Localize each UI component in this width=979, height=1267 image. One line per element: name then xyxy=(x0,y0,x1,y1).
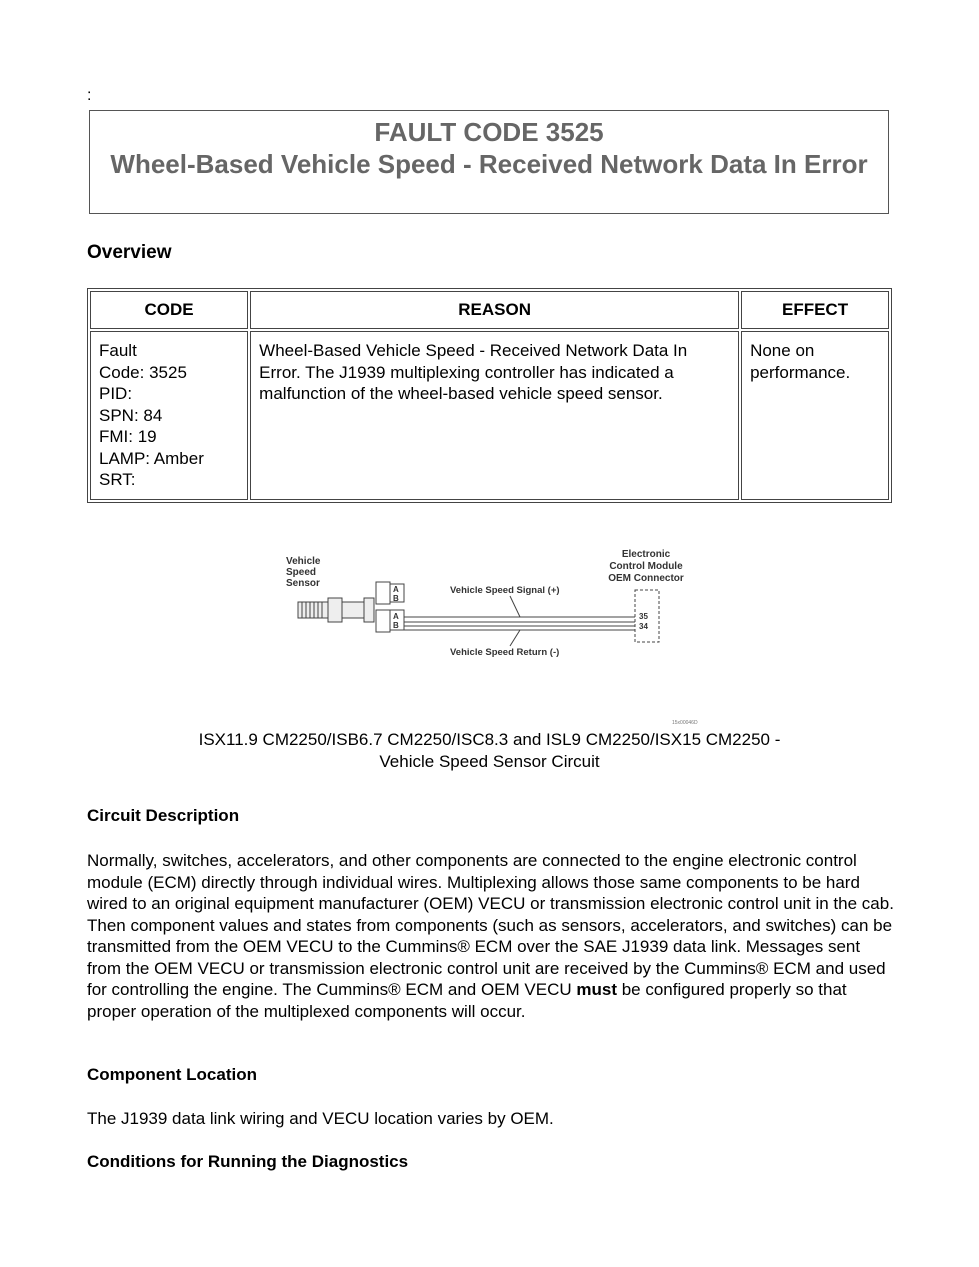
figure-id: 15x00046D xyxy=(672,720,698,725)
fault-code-subtitle: Wheel-Based Vehicle Speed - Received Network Data In Error xyxy=(110,149,868,179)
signal-wire-label: Vehicle Speed Signal (+) xyxy=(450,585,560,596)
paragraph-text: Normally, switches, accelerators, and other components are connected to the engine electronic control module (ECM) directly through individual wires. Multiplexing allows those same components to be hard wired to an original equipment manufacturer (OEM) VECU or transmission electronic control unit in the cab. Then component values and states from components (such as sensors, accelerators, and switches) can be transmitted from the OEM VECU to the Cummins® ECM over the SAE J1939 data link. Messages sent from the OEM VECU or transmission electronic control unit are received by the Cummins® ECM and used for controlling the engine. The Cummins® ECM and OEM VECU xyxy=(87,851,894,999)
component-location-heading: Component Location xyxy=(87,1065,257,1084)
sensor-connector-icon xyxy=(376,582,404,632)
pin-label: B xyxy=(393,621,399,630)
page-marker: : xyxy=(87,87,92,104)
reason-header: REASON xyxy=(250,291,739,329)
title-box xyxy=(89,110,889,214)
pin-label: A xyxy=(393,585,399,594)
code-line: LAMP: Amber xyxy=(99,448,204,468)
caption-line: ISX11.9 CM2250/ISB6.7 CM2250/ISC8.3 and ISL9 CM2250/ISX15 CM2250 - xyxy=(198,730,781,749)
code-header: CODE xyxy=(90,291,248,329)
overview-heading: Overview xyxy=(87,242,172,263)
code-line: SRT: xyxy=(99,470,136,489)
sensor-label: Speed xyxy=(286,567,317,578)
emphasis-text: must xyxy=(576,980,617,999)
figure-caption xyxy=(87,729,892,772)
ecm-label: OEM Connector xyxy=(608,573,684,584)
code-line: Fault xyxy=(99,341,137,360)
code-line: SPN: 84 xyxy=(99,405,163,425)
return-wire-label: Vehicle Speed Return (-) xyxy=(450,647,560,658)
circuit-description-text xyxy=(87,850,897,1022)
code-cell xyxy=(90,331,248,500)
code-line: Code: 3525 xyxy=(99,362,187,382)
sensor-label: Vehicle xyxy=(286,556,321,567)
ecm-pin-label: 35 xyxy=(639,612,648,621)
wire-harness xyxy=(404,596,635,646)
fault-code-title: FAULT CODE 3525 xyxy=(374,117,604,147)
overview-table xyxy=(87,288,892,503)
code-line: PID: xyxy=(99,384,133,403)
ecm-label: Electronic xyxy=(621,549,671,560)
effect-header: EFFECT xyxy=(741,291,889,329)
vehicle-speed-sensor-circuit-diagram xyxy=(280,540,710,725)
effect-cell: None on performance. xyxy=(741,331,889,500)
paragraph-text: be configured properly so that proper operation of the multiplexed components will occur. xyxy=(87,980,847,1021)
pin-label: A xyxy=(393,612,399,621)
component-location-text: The J1939 data link wiring and VECU location varies by OEM. xyxy=(87,1109,554,1128)
table-header-row xyxy=(90,291,889,329)
ecm-label: Control Module xyxy=(609,561,683,572)
ecm-pin-label: 34 xyxy=(639,622,648,631)
caption-line: Vehicle Speed Sensor Circuit xyxy=(379,751,600,771)
circuit-description-heading: Circuit Description xyxy=(87,806,240,825)
sensor-label: Sensor xyxy=(286,578,320,589)
pin-label: B xyxy=(393,594,399,603)
table-row xyxy=(90,331,889,500)
conditions-heading: Conditions for Running the Diagnostics xyxy=(87,1152,409,1171)
speed-sensor-icon xyxy=(298,598,374,622)
code-line: FMI: 19 xyxy=(99,427,157,446)
reason-cell: Wheel-Based Vehicle Speed - Received Network Data In Error. The J1939 multiplexing controller has indicated a malfunction of the wheel-based vehicle speed sensor. xyxy=(250,331,739,500)
